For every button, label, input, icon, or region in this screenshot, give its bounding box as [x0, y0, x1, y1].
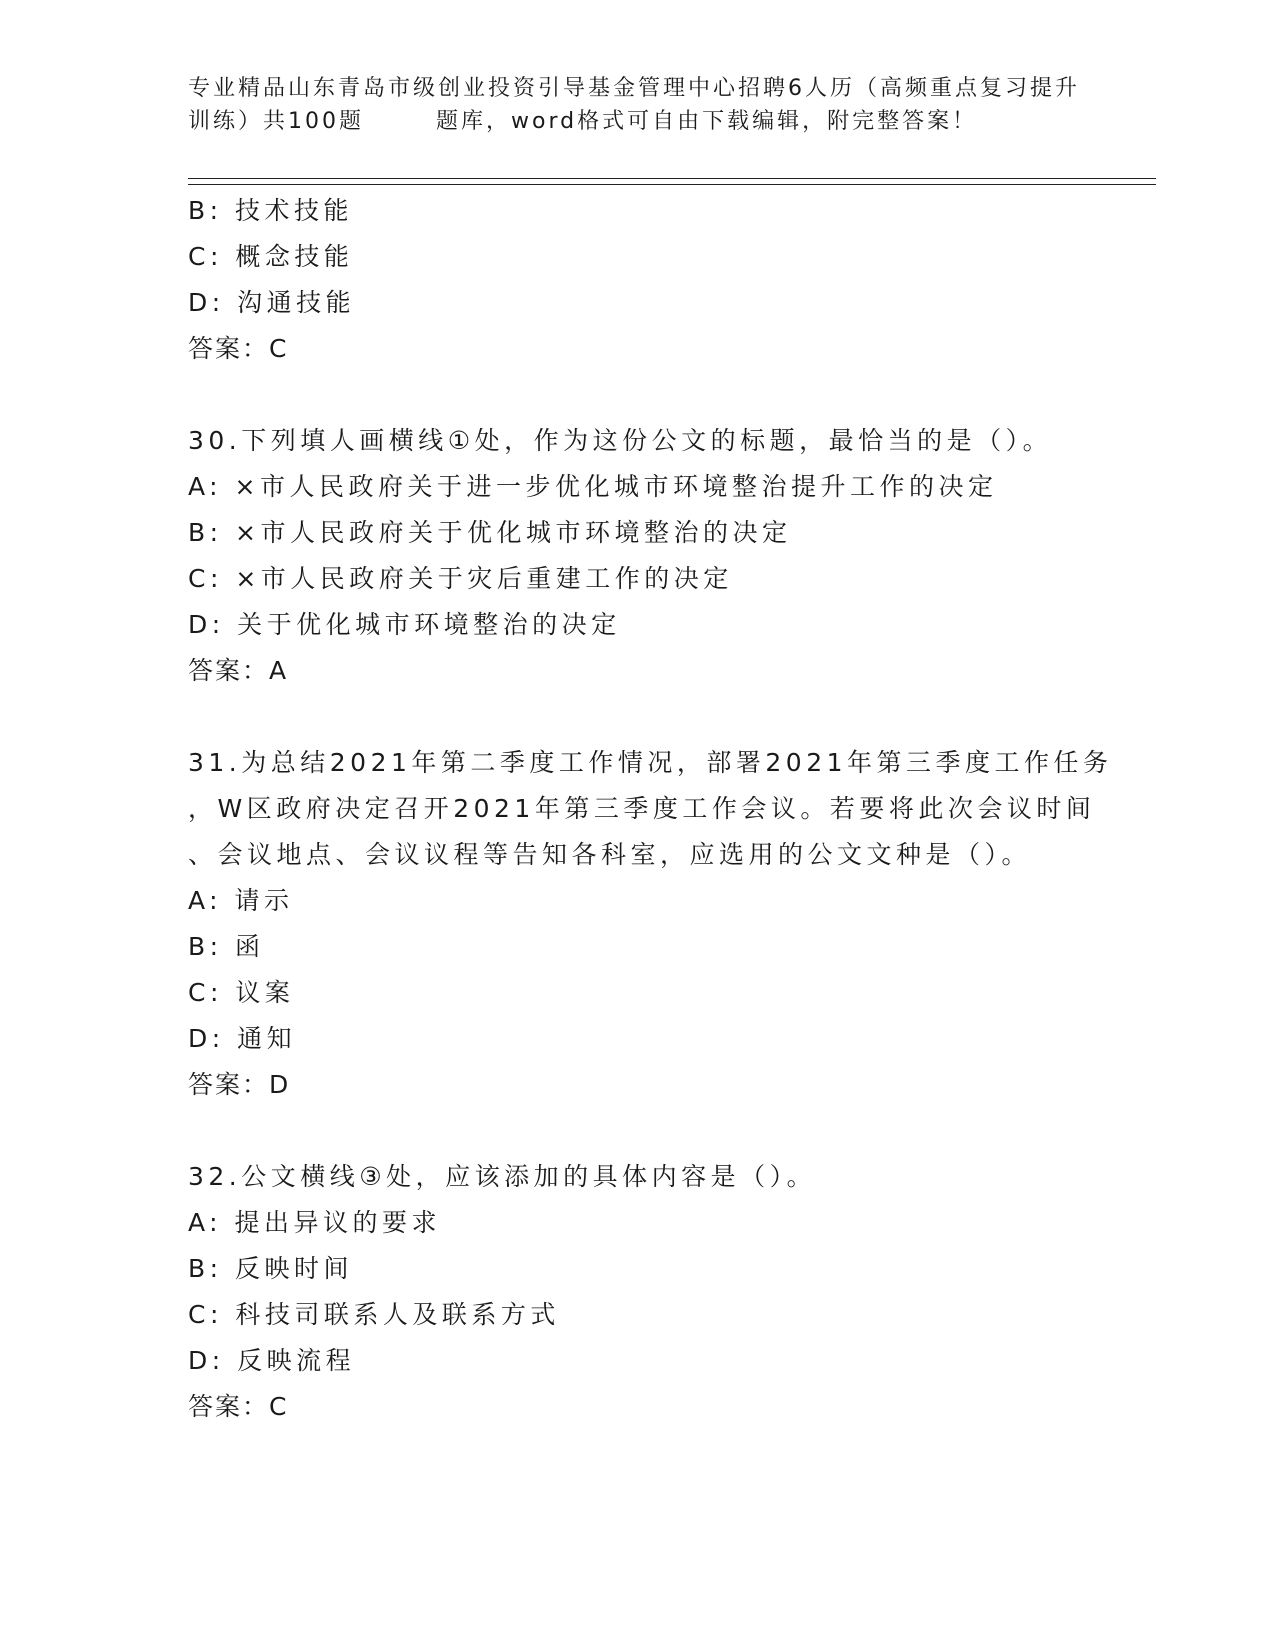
answer-line: 答案：A	[188, 656, 289, 685]
option-b: B: ×市人民政府关于优化城市环境整治的决定	[188, 518, 792, 547]
option-b: B: 反映时间	[188, 1254, 354, 1283]
option-c: C: 科技司联系人及联系方式	[188, 1300, 560, 1329]
question-list	[188, 188, 1113, 1430]
document-header	[188, 72, 1088, 138]
option-d: D: 通知	[188, 1024, 297, 1053]
question-stem: 30.下列填人画横线①处，作为这份公文的标题，最恰当的是（）。	[188, 426, 1053, 455]
answer-line: 答案：C	[188, 1392, 289, 1421]
header-divider-top	[188, 178, 1156, 179]
question-stem-line-3: 、会议地点、会议议程等告知各科室，应选用的公文文种是（）。	[188, 840, 1032, 869]
option-a: A: 请示	[188, 886, 294, 915]
option-d: D: 反映流程	[188, 1346, 356, 1375]
question-31-block	[188, 740, 1113, 1108]
question-stem-line-2: ，W区政府决定召开2021年第三季度工作会议。若要将此次会议时间	[188, 794, 1096, 823]
header-title-line-1: 专业精品山东青岛市级创业投资引导基金管理中心招聘6人历（高频重点复习提升	[188, 76, 1080, 101]
option-a: A: ×市人民政府关于进一步优化城市环境整治提升工作的决定	[188, 472, 998, 501]
question-30-block	[188, 418, 1088, 694]
question-29-block	[188, 188, 1088, 372]
header-title-part-b: 题库，word格式可自由下载编辑，附完整答案！	[436, 109, 978, 134]
option-c: C: 概念技能	[188, 242, 354, 271]
question-32-block	[188, 1154, 1088, 1430]
option-c: C: 议案	[188, 978, 295, 1007]
header-divider-bottom	[188, 184, 1156, 185]
option-d: D: 关于优化城市环境整治的决定	[188, 610, 621, 639]
answer-line: 答案：D	[188, 1070, 291, 1099]
header-title-line-2	[188, 105, 1088, 138]
answer-line: 答案：C	[188, 334, 289, 363]
header-title-part-a: 训练）共100题	[188, 109, 364, 134]
option-c: C: ×市人民政府关于灾后重建工作的决定	[188, 564, 733, 593]
option-a: A: 提出异议的要求	[188, 1208, 442, 1237]
question-stem: 32.公文横线③处，应该添加的具体内容是（）。	[188, 1162, 817, 1191]
option-b: B: 函	[188, 932, 265, 961]
question-stem-line-1: 31.为总结2021年第二季度工作情况，部署2021年第三季度工作任务	[188, 748, 1113, 777]
option-d: D: 沟通技能	[188, 288, 356, 317]
option-b: B: 技术技能	[188, 196, 354, 225]
